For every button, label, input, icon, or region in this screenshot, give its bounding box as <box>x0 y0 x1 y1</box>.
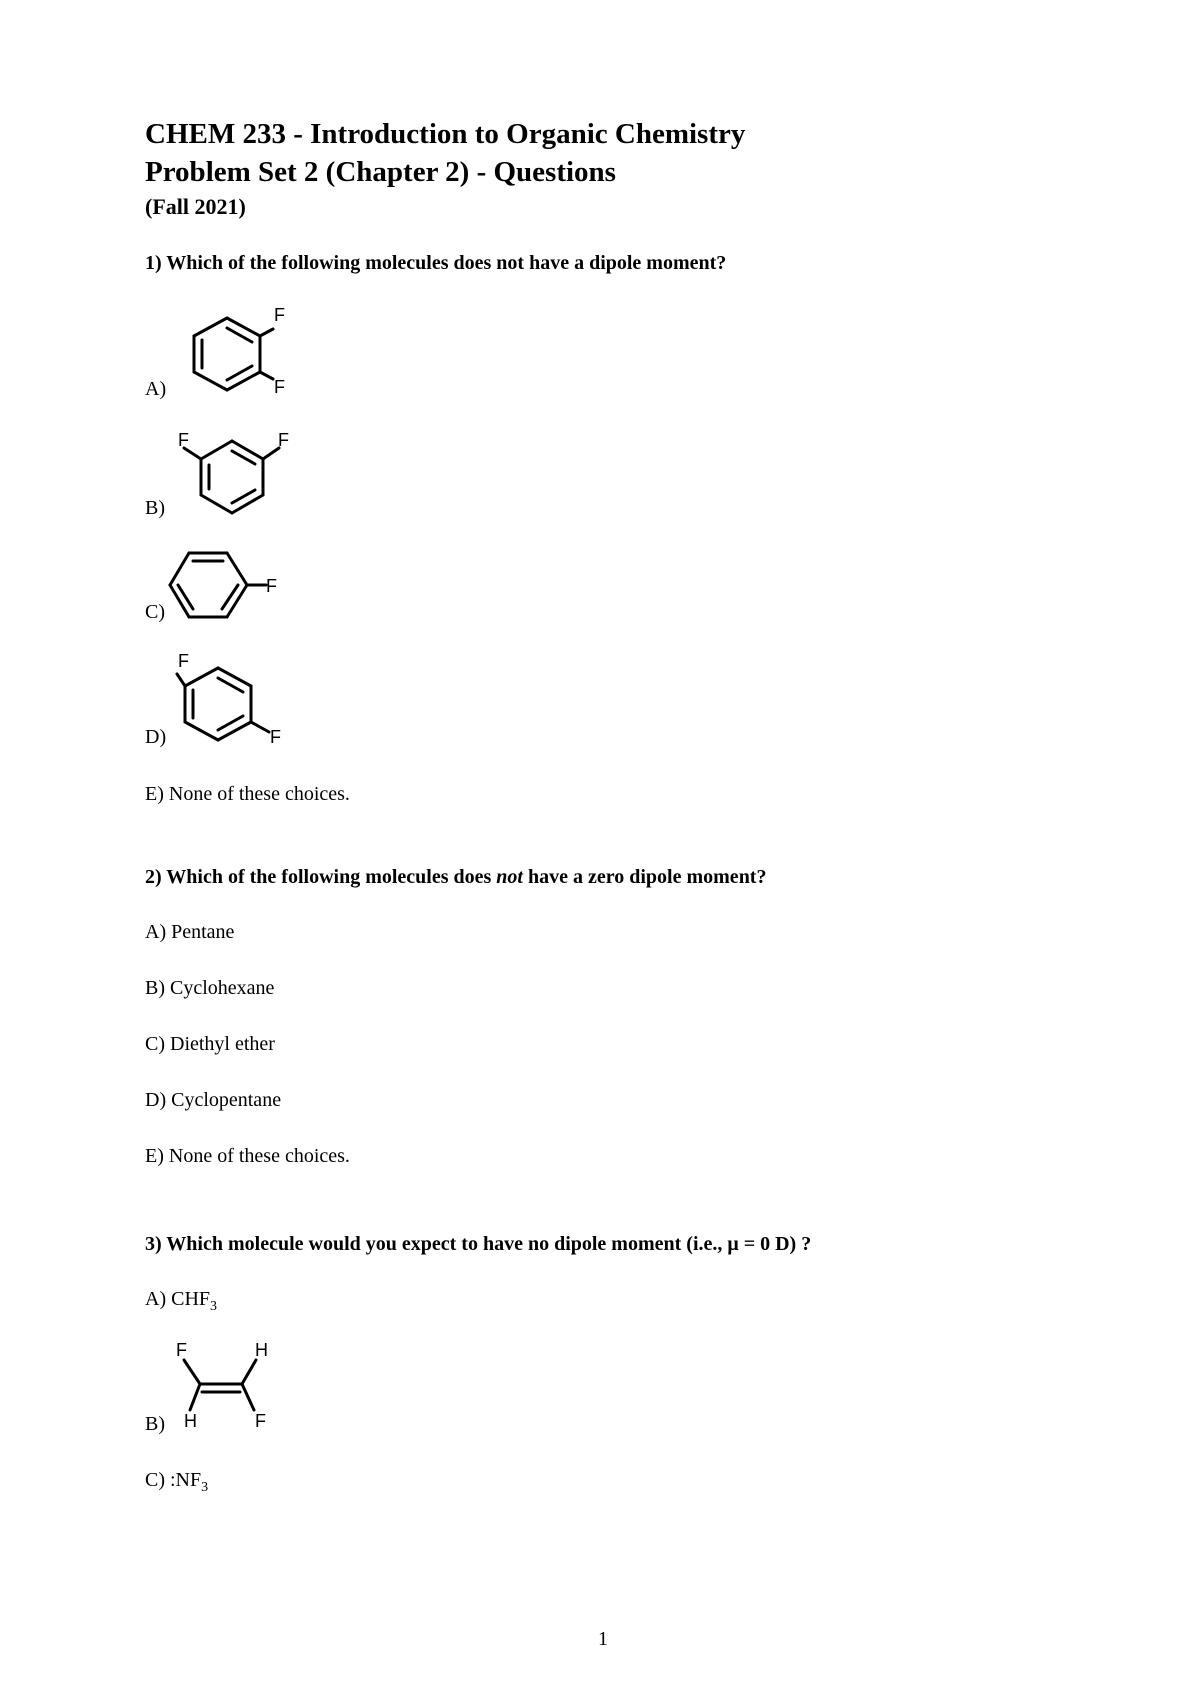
term-label: (Fall 2021) <box>145 194 246 219</box>
q3-a-subscript: 3 <box>210 1299 218 1314</box>
q1-option-b-structure <box>170 428 320 528</box>
page-number: 1 <box>598 1628 608 1650</box>
q1-a-fluorine-1: F <box>274 305 285 325</box>
q1-c-fluorine: F <box>266 576 277 596</box>
q3-b-fluorine-2: F <box>255 1411 266 1431</box>
q1-option-d-label: D) <box>145 726 167 748</box>
q3-b-fluorine-1: F <box>176 1340 187 1360</box>
q3-a-formula: A) CHF <box>145 1288 211 1310</box>
q3-option-c <box>145 1469 208 1496</box>
question-3-prompt: 3) Which molecule would you expect to have no dipole moment (i.e., μ = 0 D) ? <box>145 1233 812 1255</box>
q3-c-subscript: 3 <box>201 1480 209 1495</box>
q1-option-c-label: C) <box>145 601 165 623</box>
q1-b-fluorine-2: F <box>278 430 289 450</box>
q1-option-a-label: A) <box>145 378 167 400</box>
q2-option-d: D) Cyclopentane <box>145 1089 282 1111</box>
q1-d-fluorine-1: F <box>178 651 189 671</box>
q1-a-fluorine-2: F <box>274 377 285 397</box>
question-1-prompt: 1) Which of the following molecules does not have a dipole moment? <box>145 252 727 274</box>
q2-option-c: C) Diethyl ether <box>145 1033 275 1055</box>
q2-option-b: B) Cyclohexane <box>145 977 275 999</box>
q1-option-e: E) None of these choices. <box>145 783 350 805</box>
q3-b-hydrogen-1: H <box>255 1340 268 1360</box>
q2-option-a: A) Pentane <box>145 921 235 943</box>
document-title: CHEM 233 - Introduction to Organic Chemistry <box>145 118 746 150</box>
q1-option-c-structure <box>170 545 300 625</box>
q1-option-d-structure <box>170 652 320 752</box>
q1-d-fluorine-2: F <box>270 727 281 747</box>
document-subtitle: Problem Set 2 (Chapter 2) - Questions <box>145 156 616 188</box>
q3-b-hydrogen-2: H <box>184 1411 197 1431</box>
q2-prompt-start: 2) Which of the following molecules does <box>145 866 497 888</box>
q3-option-b-label: B) <box>145 1413 165 1435</box>
q2-prompt-emphasis: not <box>496 866 523 888</box>
question-2-prompt <box>145 866 766 889</box>
q3-option-a <box>145 1288 217 1315</box>
q1-option-b-label: B) <box>145 497 165 519</box>
q3-c-formula: C) :NF <box>145 1469 202 1491</box>
q3-option-b-structure <box>170 1340 290 1440</box>
q2-prompt-end: have a zero dipole moment? <box>522 866 767 888</box>
q2-option-e: E) None of these choices. <box>145 1145 350 1167</box>
q1-option-a-structure <box>170 300 290 410</box>
q1-b-fluorine-1: F <box>178 430 189 450</box>
